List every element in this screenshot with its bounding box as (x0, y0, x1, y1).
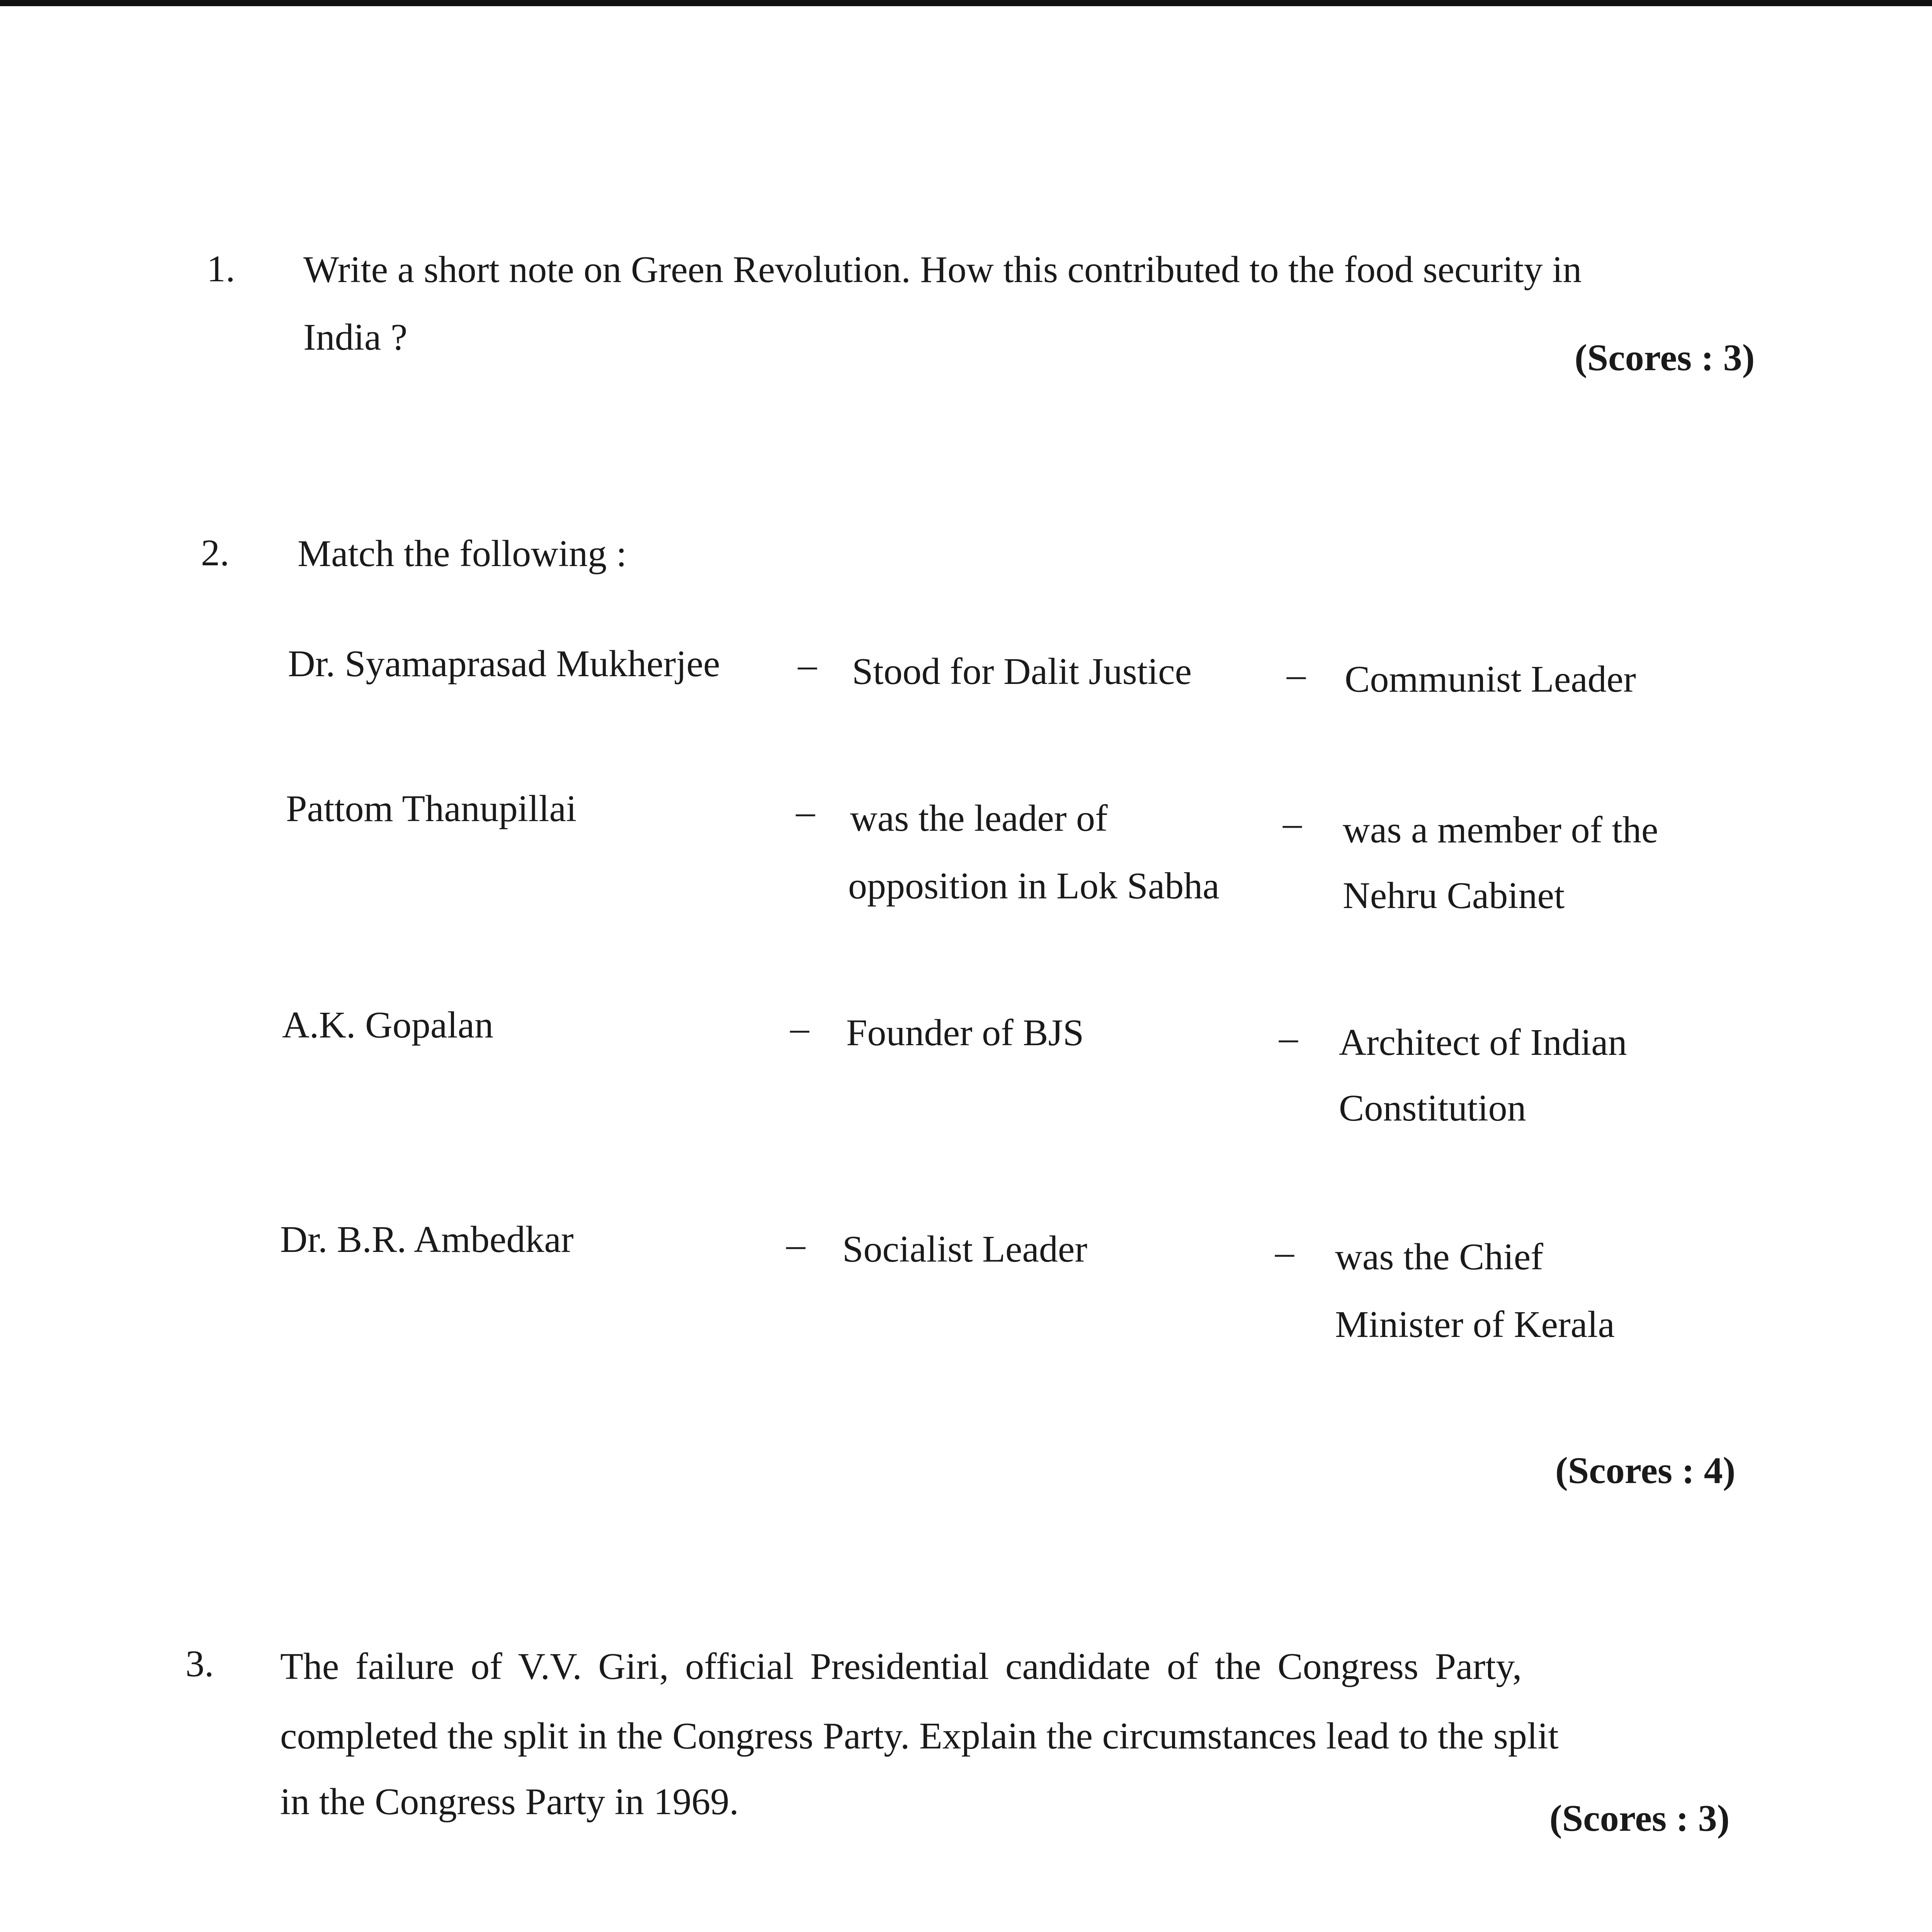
dash-separator: – (1283, 803, 1302, 844)
match-col-b: Founder of BJS (846, 1012, 1084, 1054)
question-text-line: India ? (303, 316, 408, 358)
match-col-c: was the Chief (1335, 1236, 1543, 1278)
question-number: 1. (207, 248, 235, 290)
dash-separator: – (796, 791, 815, 833)
match-col-a: A.K. Gopalan (282, 1004, 494, 1046)
question-text-line: Write a short note on Green Revolution. How this contributed to the food security in (303, 249, 1582, 291)
match-col-b: was the leader of (850, 798, 1108, 839)
match-col-c: Architect of Indian (1339, 1022, 1627, 1063)
score-label: (Scores : 3) (1575, 337, 1755, 379)
dash-separator: – (1279, 1017, 1298, 1059)
dash-separator: – (790, 1007, 809, 1049)
match-col-a: Pattom Thanupillai (286, 788, 577, 830)
score-label: (Scores : 3) (1549, 1798, 1730, 1839)
question-text-line: completed the split in the Congress Party. Explain the circumstances lead to the split (280, 1715, 1559, 1757)
dash-separator: – (1275, 1231, 1294, 1273)
dash-separator: – (798, 644, 817, 686)
question-text-line: The failure of V.V. Giri, official Presidential candidate of the Congress Party, (280, 1646, 1522, 1687)
match-col-c: Minister of Kerala (1335, 1304, 1615, 1345)
question-text-line: in the Congress Party in 1969. (280, 1781, 739, 1823)
match-col-b: Stood for Dalit Justice (852, 651, 1192, 692)
match-col-a: Dr. Syamaprasad Mukherjee (288, 643, 720, 685)
match-col-a: Dr. B.R. Ambedkar (280, 1219, 574, 1260)
match-col-c: Constitution (1339, 1087, 1526, 1129)
scan-edge (0, 0, 1932, 6)
match-col-c: was a member of the (1343, 809, 1658, 851)
score-label: (Scores : 4) (1555, 1450, 1736, 1492)
match-col-c: Communist Leader (1345, 658, 1636, 700)
question-number: 3. (185, 1643, 214, 1685)
question-number: 2. (201, 532, 230, 574)
match-col-b: Socialist Leader (842, 1228, 1088, 1270)
match-col-c: Nehru Cabinet (1343, 875, 1565, 917)
question-prompt: Match the following : (298, 533, 627, 575)
dash-separator: – (786, 1224, 805, 1265)
dash-separator: – (1287, 654, 1306, 696)
match-col-b: opposition in Lok Sabha (848, 865, 1219, 907)
